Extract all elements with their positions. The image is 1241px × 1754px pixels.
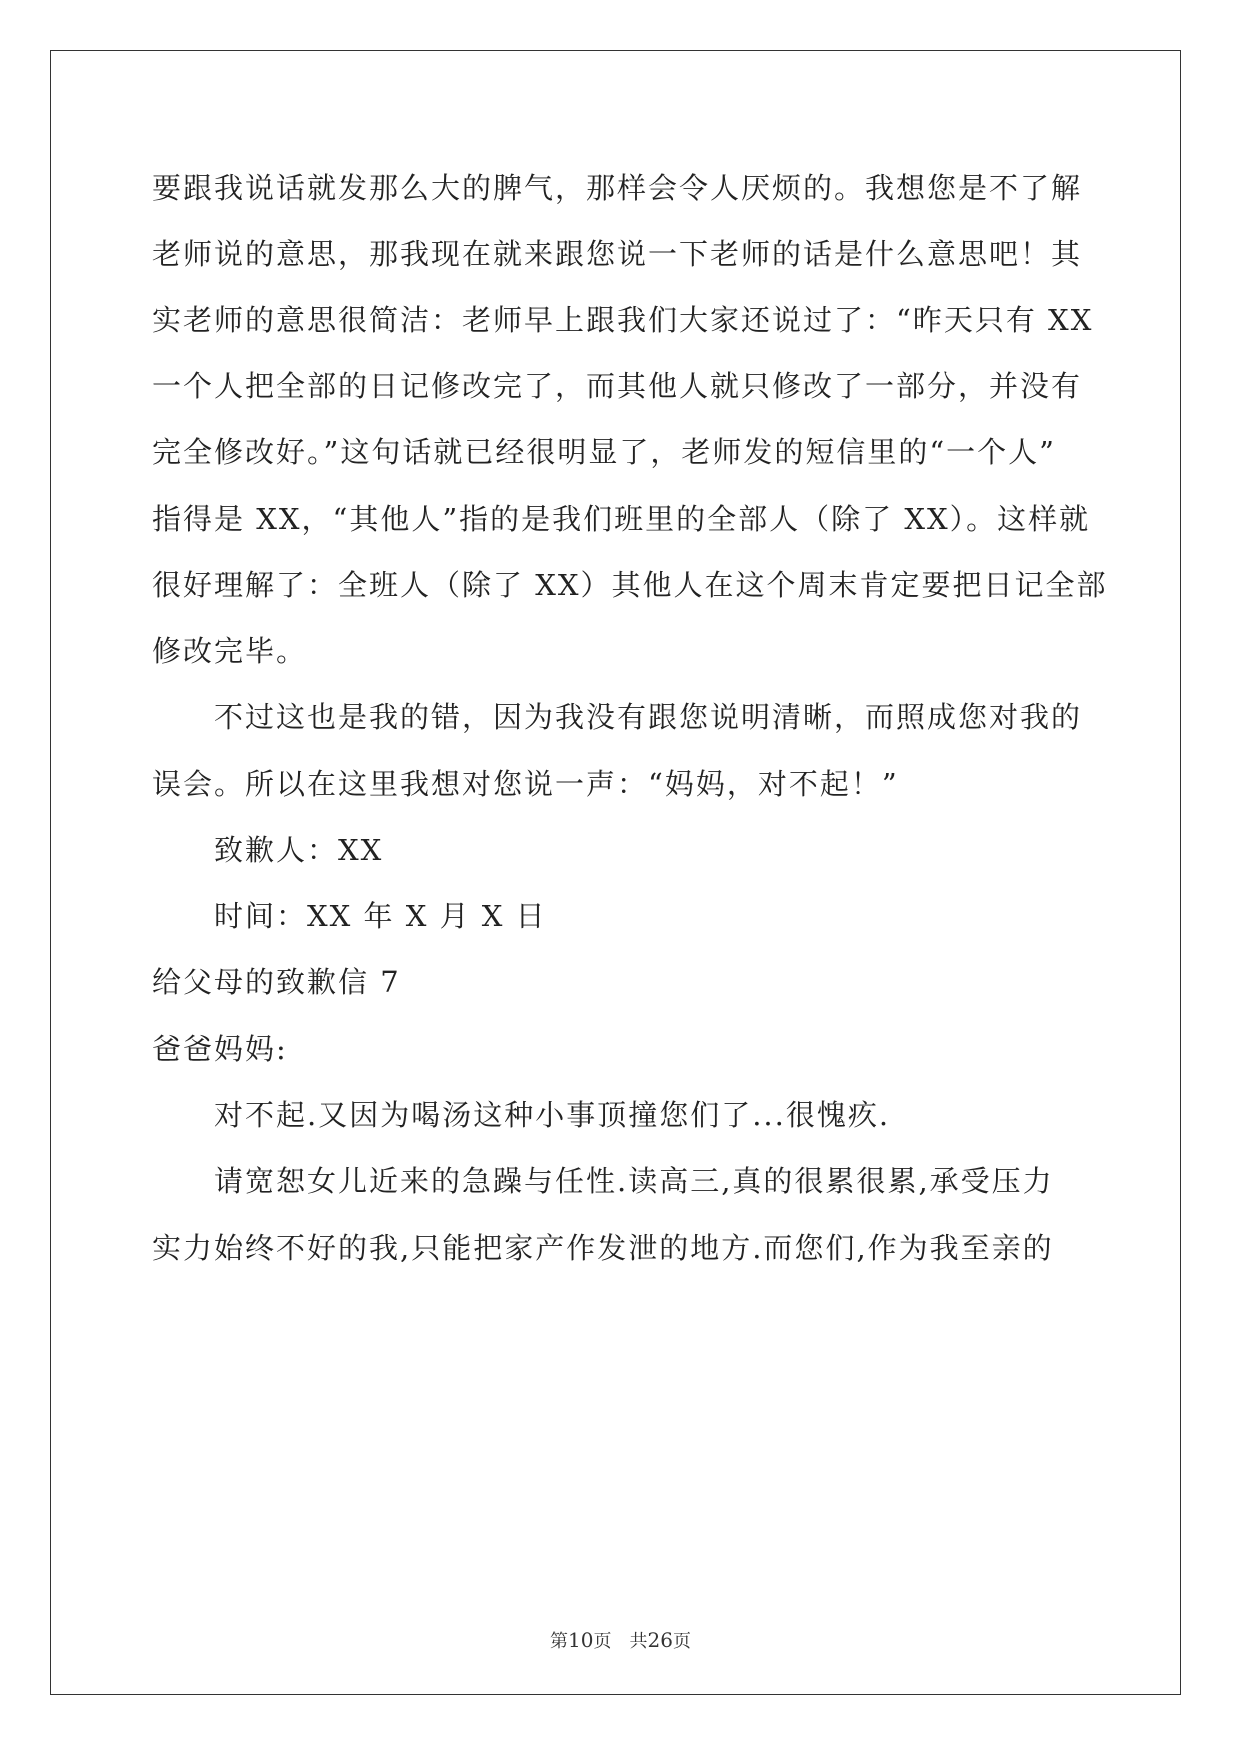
page-total: 26	[647, 1628, 673, 1652]
text-line: 误会。所以在这里我想对您说一声：“妈妈，对不起！”	[152, 767, 899, 801]
text-line: 修改完毕。	[152, 634, 308, 668]
page-current: 10	[568, 1628, 594, 1652]
section-heading: 给父母的致歉信 7	[152, 965, 401, 999]
page-label-mid: 页 共	[593, 1631, 648, 1652]
text-line: 请宽恕女儿近来的急躁与任性.读高三,真的很累很累,承受压力	[214, 1164, 1054, 1198]
date-line: 时间：XX 年 X 月 X 日	[214, 899, 547, 933]
text-line: 很好理解了：全班人（除了 XX）其他人在这个周末肯定要把日记全部	[152, 568, 1108, 602]
text-line: 指得是 XX，“其他人”指的是我们班里的全部人（除了 XX）。这样就	[152, 502, 1091, 536]
text-line: 完全修改好。”这句话就已经很明显了，老师发的短信里的“一个人”	[152, 435, 1056, 469]
page-footer	[0, 1628, 1241, 1654]
text-line: 老师说的意思，那我现在就来跟您说一下老师的话是什么意思吧！其	[152, 237, 1083, 271]
text-line: 一个人把全部的日记修改完了，而其他人就只修改了一部分，并没有	[152, 369, 1083, 403]
text-line: 不过这也是我的错，因为我没有跟您说明清晰，而照成您对我的	[214, 700, 1083, 734]
signature-line: 致歉人：XX	[214, 833, 384, 867]
text-line: 要跟我说话就发那么大的脾气，那样会令人厌烦的。我想您是不了解	[152, 171, 1083, 205]
page-label-prefix: 第	[550, 1631, 569, 1652]
text-line: 实老师的意思很简洁：老师早上跟我们大家还说过了：“昨天只有 XX	[152, 303, 1094, 337]
text-line: 对不起.又因为喝汤这种小事顶撞您们了...很愧疚.	[214, 1098, 891, 1132]
page-label-suffix: 页	[672, 1631, 691, 1652]
page-border	[50, 50, 1181, 1695]
salutation: 爸爸妈妈:	[152, 1032, 288, 1066]
text-line: 实力始终不好的我,只能把家产作发泄的地方.而您们,作为我至亲的	[152, 1231, 1054, 1265]
